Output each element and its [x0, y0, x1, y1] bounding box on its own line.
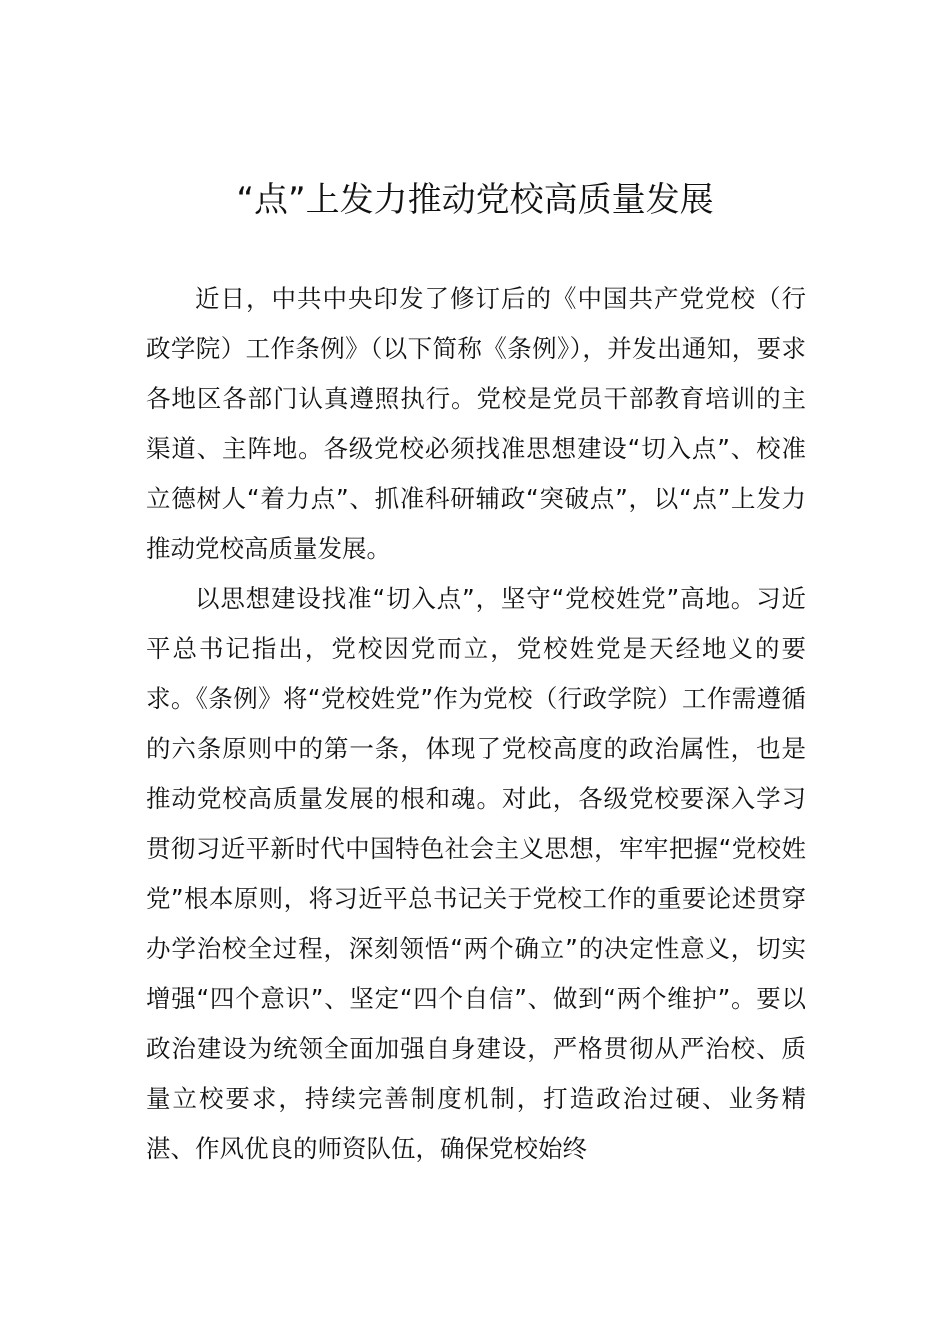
paragraph-ideological-building: 以思想建设找准“切入点”，坚守“党校姓党”高地。习近平总书记指出，党校因党而立，党校姓党是天经地义的要求。《条例》将“党校姓党”作为党校（行政学院）工作需遵循的六条原则中的第一条，体现了党校高度的政治属性，也是推动党校高质量发展的根和魂。对此，各级党校要深入学习贯彻习近平新时代中国特色社会主义思想，牢牢把握“党校姓党”根本原则，将习近平总书记关于党校工作的重要论述贯穿办学治校全过程，深刻领悟“两个确立”的决定性意义，切实增强“四个意识”、坚定“四个自信”、做到“两个维护”。要以政治建设为统领全面加强自身建设，严格贯彻从严治校、质量立校要求，持续完善制度机制，打造政治过硬、业务精湛、作风优良的师资队伍，确保党校始终 [146, 584, 806, 1163]
document-title: “点”上发力推动党校高质量发展 [236, 180, 714, 220]
document-body [146, 274, 806, 1174]
paragraph-intro: 近日，中共中央印发了修订后的《中国共产党党校（行政学院）工作条例》（以下简称《条例》），并发出通知，要求各地区各部门认真遵照执行。党校是党员干部教育培训的主渠道、主阵地。各级党校必须找准思想建设“切入点”、校准立德树人“着力点”、抓准科研辅政“突破点”，以“点”上发力推动党校高质量发展。 [146, 284, 806, 563]
